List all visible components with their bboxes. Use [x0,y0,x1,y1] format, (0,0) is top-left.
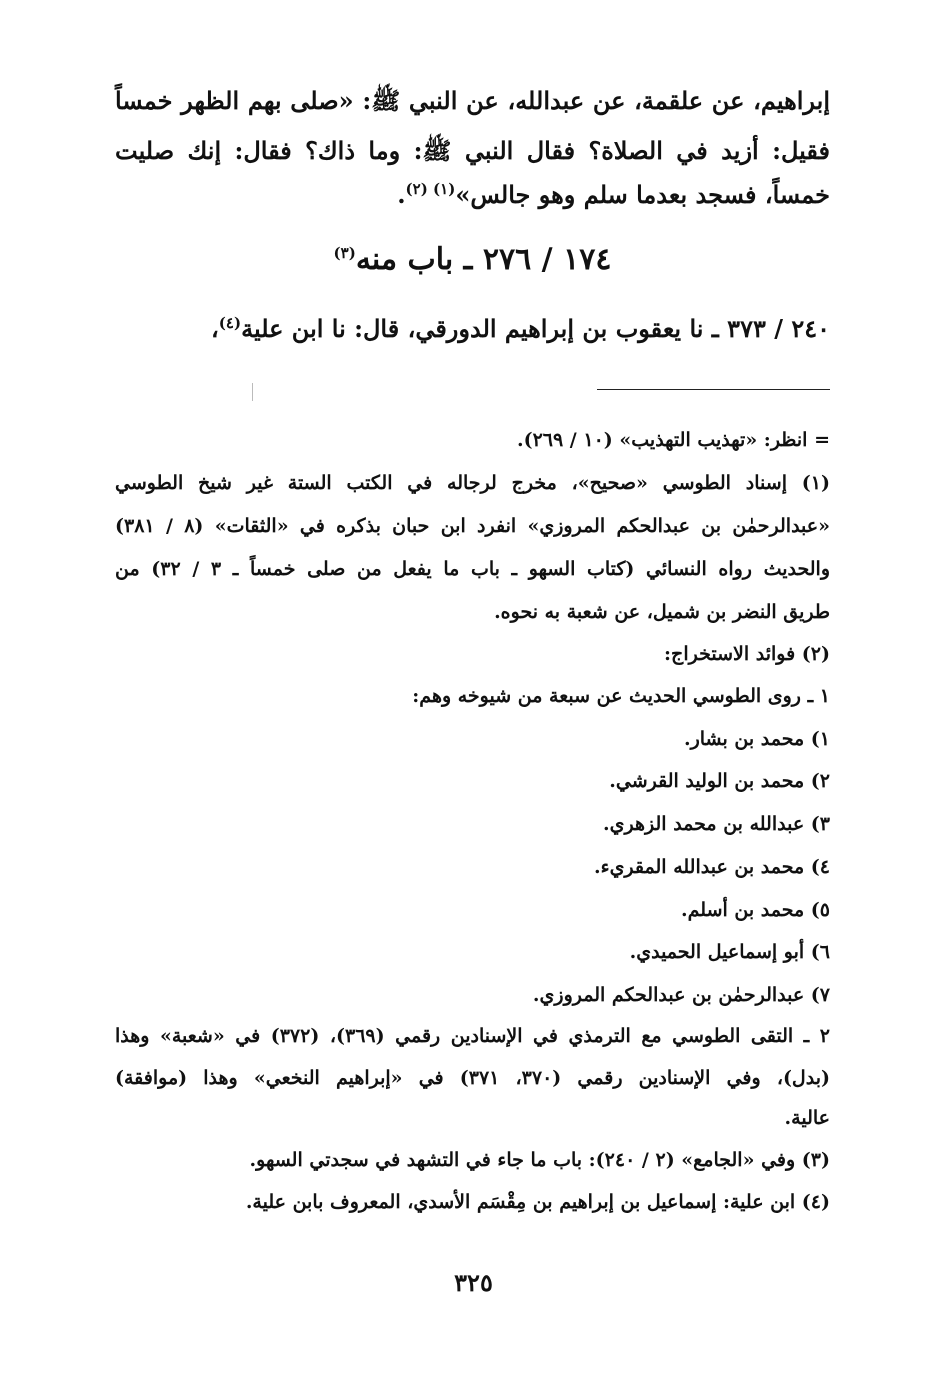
teacher-item: ٦) أبو إسماعيل الحميدي. [629,941,830,963]
footnote-1-line-2: «عبدالرحمٰن بن عبدالحكم المروزي» انفرد ابن حبان بذكره في «الثقات» (٨ / ٣٨١) [115,515,831,537]
footnote-3: (٣) وفي «الجامع» (٢ / ٢٤٠): باب ما جاء في التشهد في سجدتي السهو. [249,1149,830,1171]
footnote-2-para-2-line-2: (بدل)، وفي الإسنادين رقمي (٣٧٠، ٣٧١) في «إبراهيم النخعي» وهذا (موافقة) [115,1067,830,1089]
footnote-2-para-2-line-3: عالية. [784,1107,830,1129]
footnote-4: (٤) ابن علية: إسماعيل بن إبراهيم بن مِقْسَم الأسدي، المعروف بابن علية. [245,1191,830,1213]
footnote-1-line-1: (١) إسناد الطوسي «صحيح»، مخرج لرجاله في الكتب الستة غير شيخ الطوسي [115,472,830,494]
teacher-item: ٧) عبدالرحمٰن بن عبدالحكم المروزي. [532,984,830,1006]
hadith-text: ٢٤٠ / ٣٧٣ ـ نا يعقوب بن إبراهيم الدورقي، قال: نا ابن علية [241,314,830,343]
teacher-item: ٥) محمد بن أسلم. [681,899,830,921]
footnote-refs-1-2: (١) (٢) [405,180,456,198]
footnote-2-para-2-line-1: ٢ ـ التقى الطوسي مع الترمذي في الإسنادين رقمي (٣٦٩)، (٣٧٢) في «شعبة» وهذا [115,1025,830,1047]
footnote-ref-3: (٣) [333,244,356,262]
teacher-item: ١) محمد بن بشار. [683,728,830,750]
footnote-2-title: (٢) فوائد الاستخراج: [664,643,830,665]
footnote-1-line-3: والحديث رواه النسائي (كتاب السهو ـ باب ما يفعل من صلى خمساً ـ ٣ / ٣٢) من [115,558,831,580]
chapter-heading [115,242,830,277]
footnote-continuation: = انظر: «تهذيب التهذيب» (١٠ / ٢٦٩). [516,429,830,451]
teacher-item: ٣) عبدالله بن محمد الزهري. [603,813,830,835]
body-line-3 [115,178,830,212]
footnote-2-para-1: ١ ـ روى الطوسي الحديث عن سبعة من شيوخه وهم: [412,685,830,707]
teacher-item: ٤) محمد بن عبدالله المقريء. [594,856,830,878]
footnote-1-line-4: طريق النضر بن شميل، عن شعبة به نحوه. [494,601,830,623]
body-line-3-text: خمساً، فسجد بعدما سلم وهو جالس» [455,180,830,209]
page-number: ٣٢٥ [454,1268,493,1297]
body-line-2: فقيل: أزيد في الصلاة؟ فقال النبي ﷺ: وما ذاك؟ فقال: إنك صليت [115,136,830,165]
hadith-line [115,312,830,346]
footnote-separator [597,389,830,390]
body-line-3-end: . [397,180,406,209]
scan-mark [252,383,253,401]
body-line-1: إبراهيم، عن علقمة، عن عبدالله، عن النبي ﷺ: «صلى بهم الظهر خمساً [115,86,830,115]
footnote-ref-4: (٤) [218,314,242,332]
chapter-heading-text: ١٧٤ / ٢٧٦ ـ باب منه [355,242,612,277]
teacher-item: ٢) محمد بن الوليد القرشي. [609,770,830,792]
hadith-end: ، [211,314,219,343]
